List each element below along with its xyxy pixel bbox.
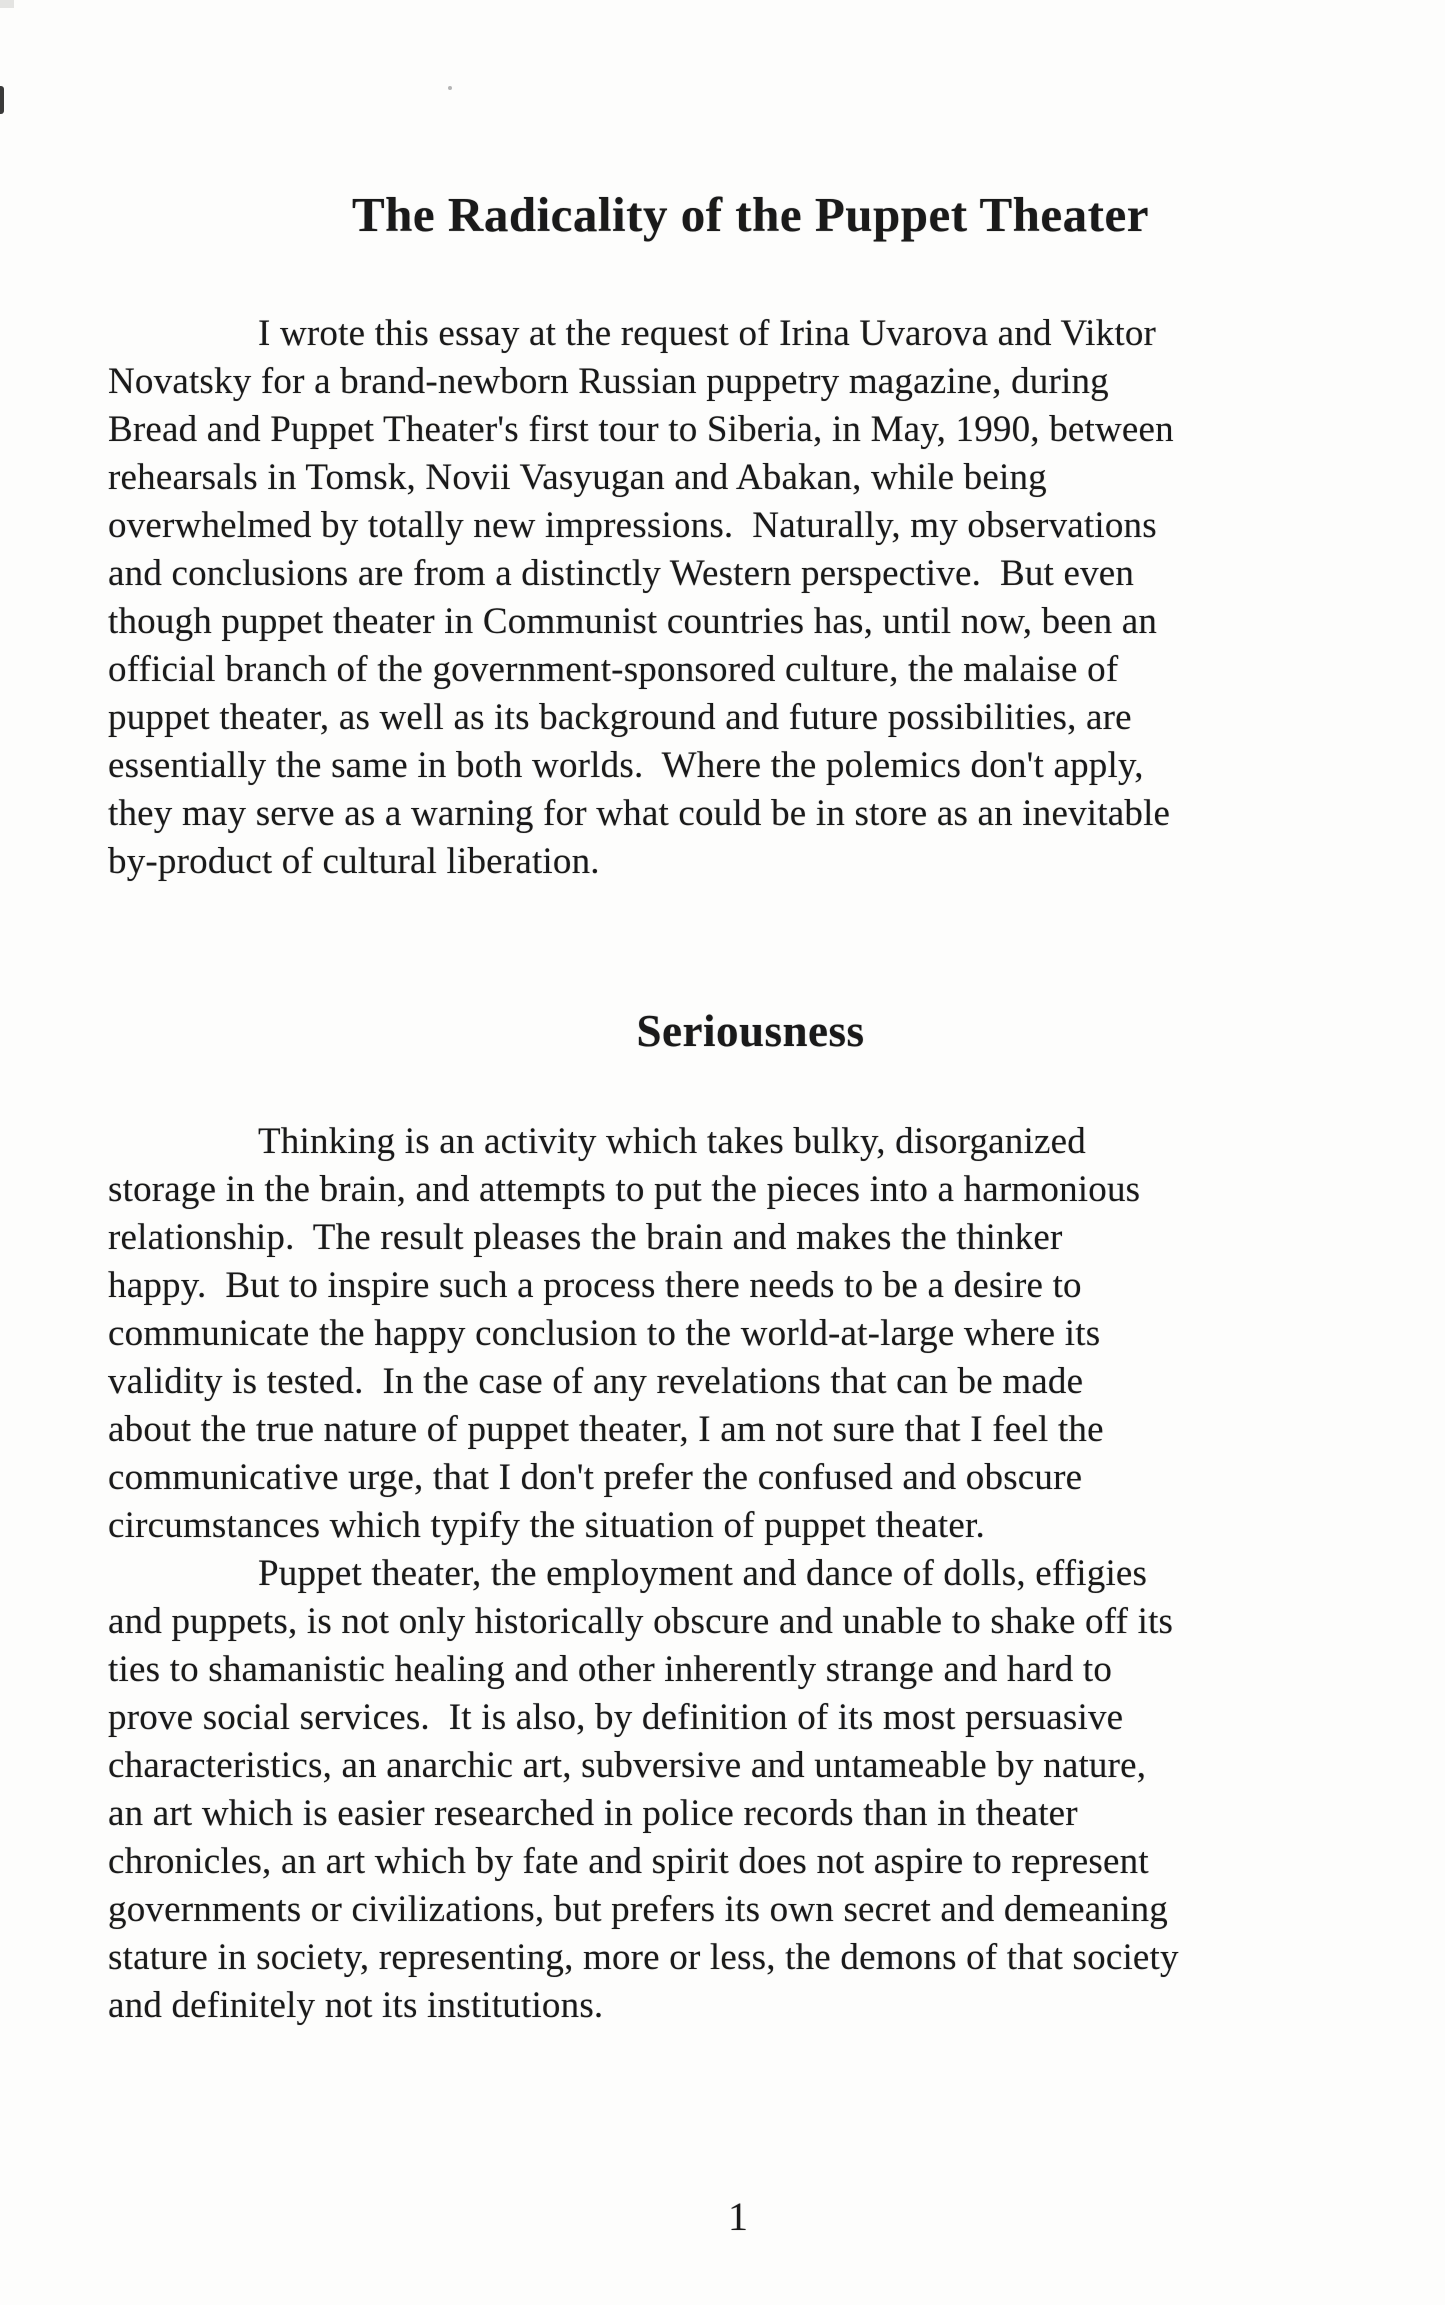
text-line: Bread and Puppet Theater's first tour to Siberia, in May, 1990, between [108, 409, 1174, 450]
text-line: Novatsky for a brand-newborn Russian puppetry magazine, during [108, 361, 1109, 402]
seriousness-paragraph-1 [108, 1118, 1408, 1550]
text-line: validity is tested. In the case of any revelations that can be made [108, 1361, 1084, 1402]
text-line: overwhelmed by totally new impressions. Naturally, my observations [108, 505, 1157, 546]
scan-speck [448, 86, 452, 90]
text-line: they may serve as a warning for what could be in store as an inevitable [108, 793, 1171, 834]
text-line: stature in society, representing, more or less, the demons of that society [108, 1937, 1179, 1978]
text-line: though puppet theater in Communist countries has, until now, been an [108, 601, 1158, 642]
text-line: circumstances which typify the situation of puppet theater. [108, 1505, 985, 1546]
text-line: characteristics, an anarchic art, subversive and untameable by nature, [108, 1745, 1147, 1786]
section-heading-seriousness: Seriousness [636, 1006, 865, 1056]
text-line: essentially the same in both worlds. Where the polemics don't apply, [108, 745, 1144, 786]
text-line: chronicles, an art which by fate and spirit does not aspire to represent [108, 1841, 1149, 1882]
intro-paragraph [108, 310, 1408, 886]
essay-title: The Radicality of the Puppet Theater [352, 187, 1149, 242]
seriousness-paragraph-2 [108, 1550, 1408, 2030]
text-line: about the true nature of puppet theater, I am not sure that I feel the [108, 1409, 1104, 1450]
text-line: an art which is easier researched in police records than in theater [108, 1793, 1078, 1834]
text-line: ties to shamanistic healing and other inherently strange and hard to [108, 1649, 1113, 1690]
text-line: Puppet theater, the employment and dance of dolls, effigies [258, 1553, 1148, 1594]
text-line: governments or civilizations, but prefers its own secret and demeaning [108, 1889, 1168, 1930]
scan-edge-artifact [0, 86, 4, 114]
text-line: by-product of cultural liberation. [108, 841, 600, 882]
text-line: prove social services. It is also, by definition of its most persuasive [108, 1697, 1124, 1738]
text-line: and puppets, is not only historically obscure and unable to shake off its [108, 1601, 1174, 1642]
text-line: rehearsals in Tomsk, Novii Vasyugan and Abakan, while being [108, 457, 1047, 498]
text-line: and definitely not its institutions. [108, 1985, 604, 2026]
text-line: puppet theater, as well as its background and future possibilities, are [108, 697, 1132, 738]
text-line: storage in the brain, and attempts to put the pieces into a harmonious [108, 1169, 1141, 1210]
text-line: I wrote this essay at the request of Irina Uvarova and Viktor [258, 313, 1157, 354]
text-line: Thinking is an activity which takes bulky, disorganized [258, 1121, 1086, 1162]
page-number: 1 [728, 2194, 748, 2239]
scan-corner-shade [0, 0, 14, 8]
text-line: relationship. The result pleases the brain and makes the thinker [108, 1217, 1063, 1258]
text-line: official branch of the government-sponsored culture, the malaise of [108, 649, 1119, 690]
text-line: communicative urge, that I don't prefer the confused and obscure [108, 1457, 1083, 1498]
text-line: happy. But to inspire such a process there needs to be a desire to [108, 1265, 1082, 1306]
text-line: and conclusions are from a distinctly Western perspective. But even [108, 553, 1135, 594]
text-line: communicate the happy conclusion to the world-at-large where its [108, 1313, 1101, 1354]
